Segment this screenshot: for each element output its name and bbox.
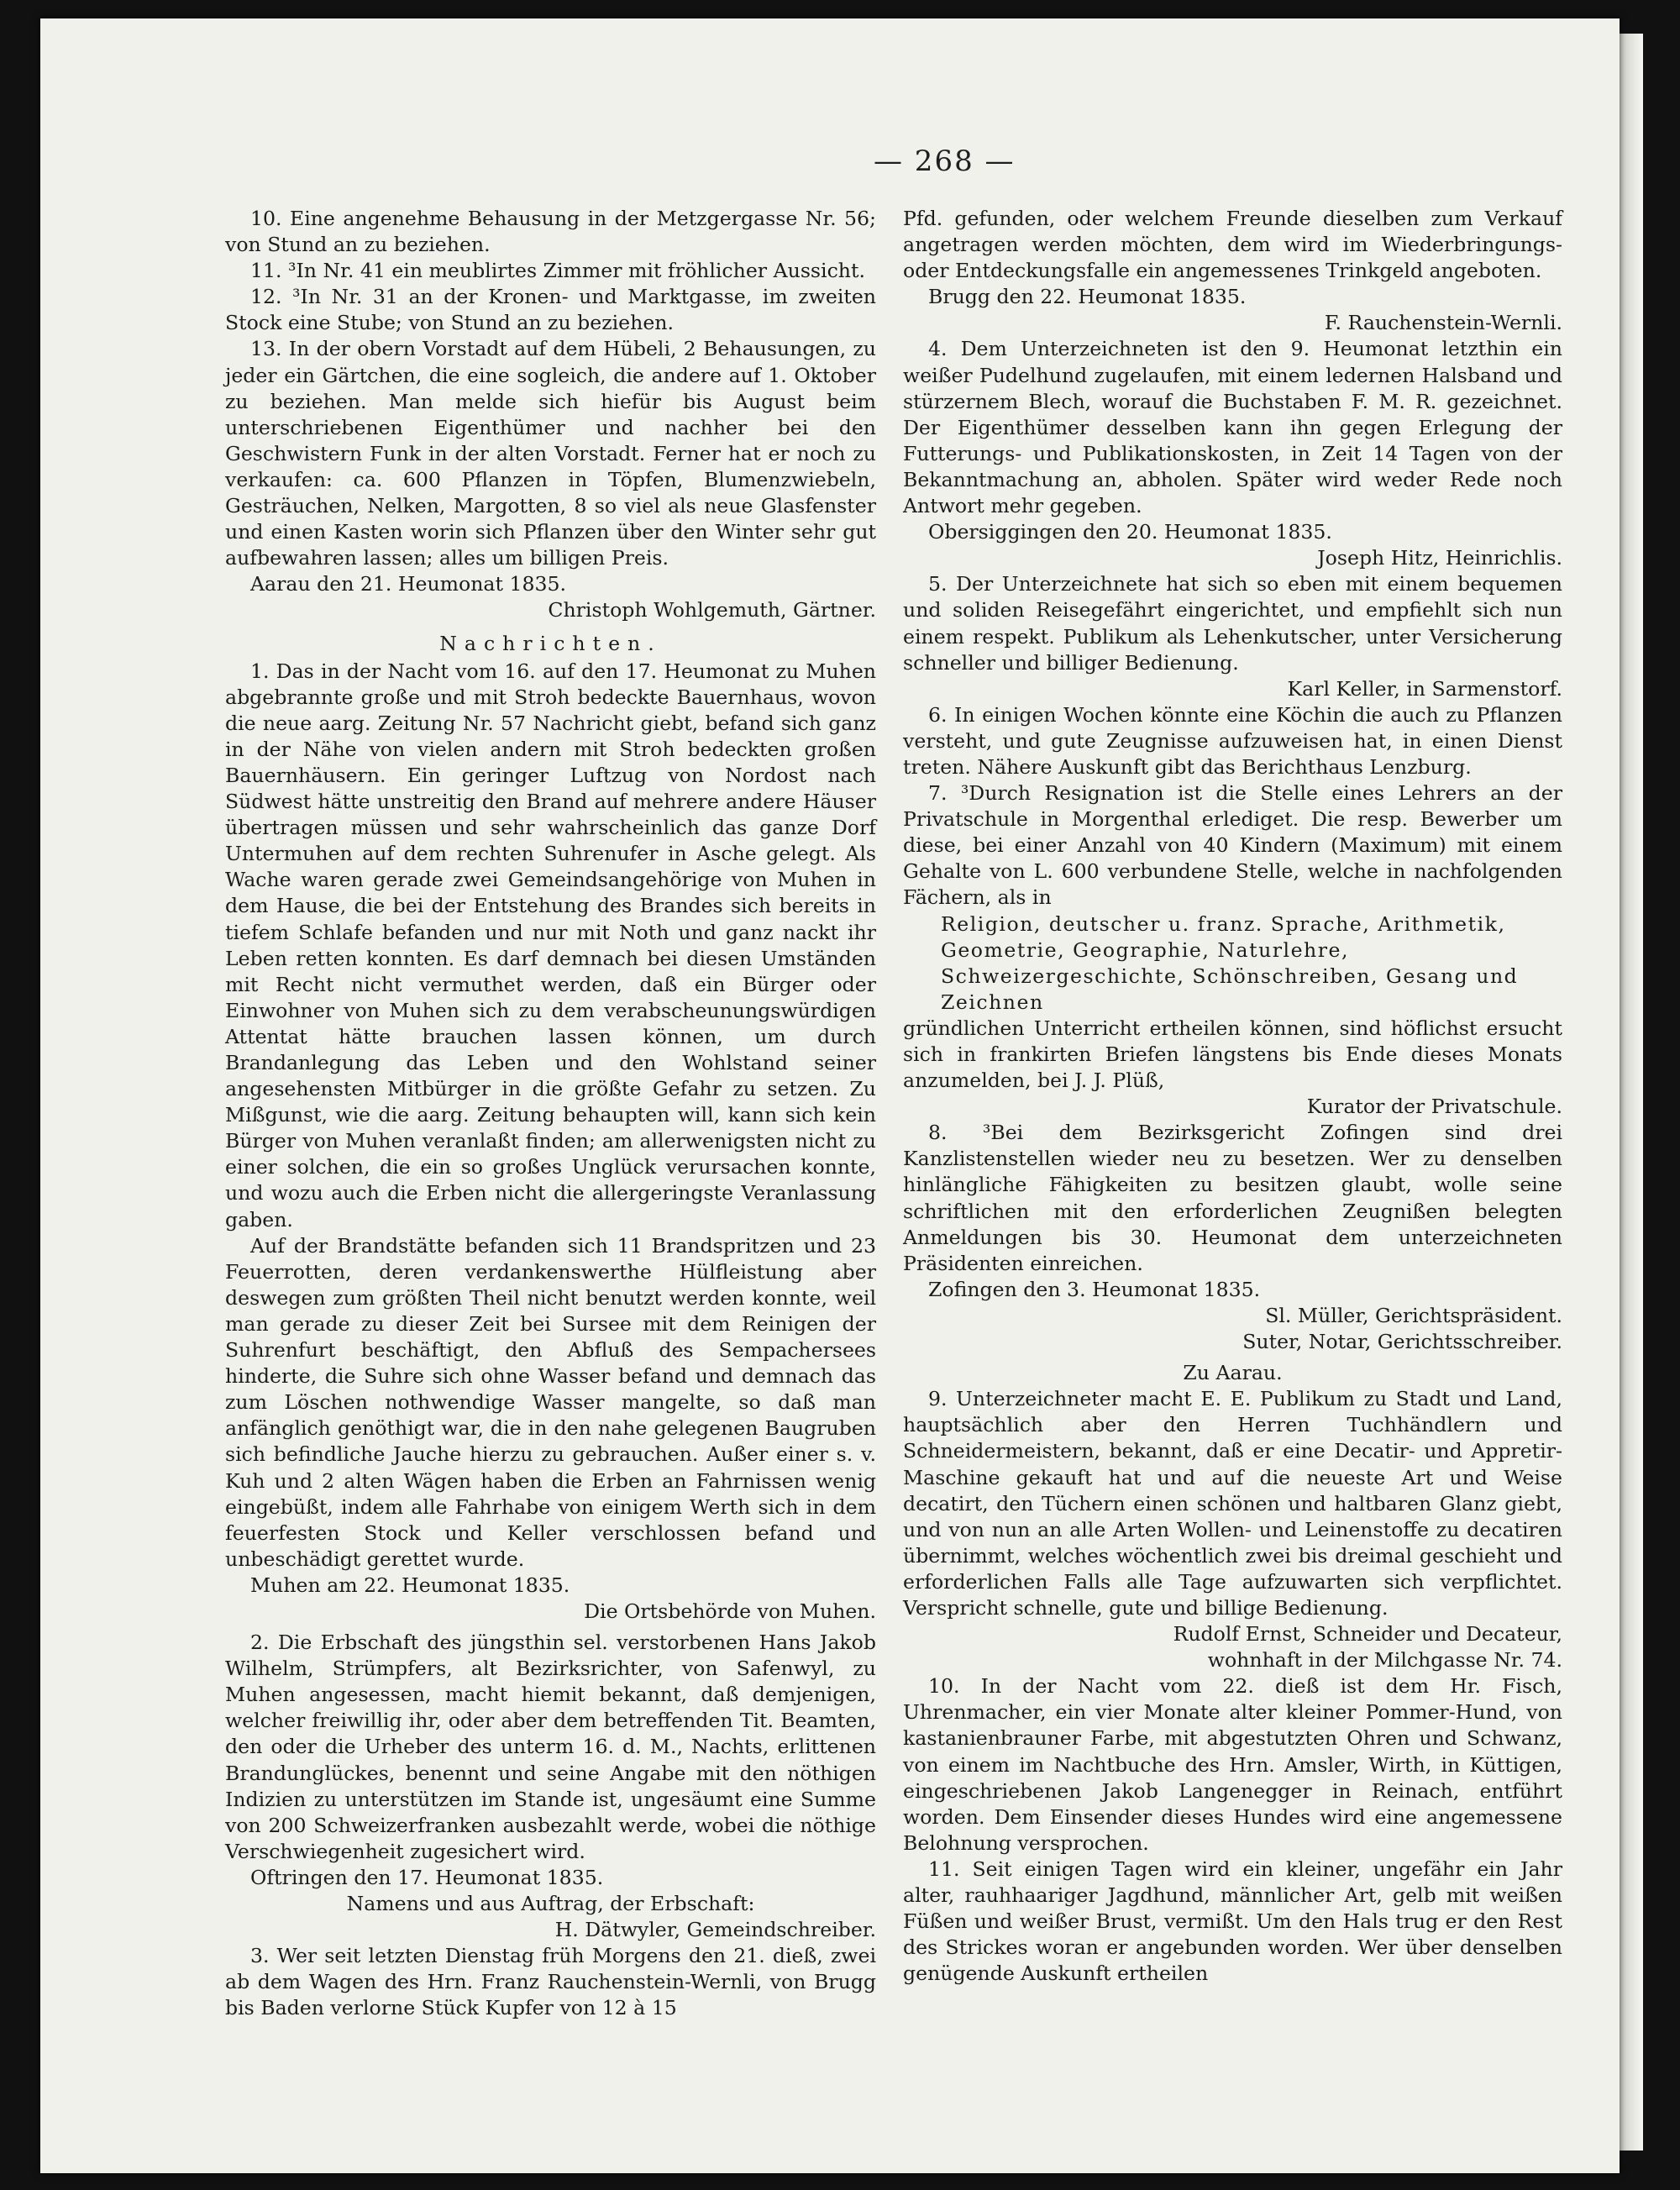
left-column-paragraph: Namens und aus Auftrag, der Erbschaft: <box>346 1892 755 1915</box>
right-column-paragraph: Religion, deutscher u. franz. Sprache, Arithmetik, Geometrie, Geographie, Naturlehre, Schweizergeschichte, Schönschreiben, Gesang und Zeichnen <box>941 911 1519 1014</box>
right-column-paragraph: Sl. Müller, Gerichtspräsident. <box>1265 1303 1562 1327</box>
left-column-paragraph: 2. Die Erbschaft des jüngsthin sel. verstorbenen Hans Jakob Wilhelm, Strümpfers, alt Bezirksrichter, von Safenwyl, zu Muhen angesessen, macht hiemit bekannt, daß demjenigen, welcher freiwillig ihr, oder aber dem betreffenden Tit. Beamten, den oder die Urheber des unterm 16. d. M., Nachts, erlittenen Brandunglückes, benennt und seine Angabe mit den nöthigen Indizien zu unterstützen im Stande ist, ungesäumt eine Summe von 200 Schweizerfranken ausbezahlt werde, wobei die nöthige Verschwiegenheit zugesichert wird. <box>225 1631 876 1863</box>
right-column-paragraph: F. Rauchenstein-Wernli. <box>1324 311 1562 335</box>
right-column-paragraph: Kurator der Privatschule. <box>1306 1095 1562 1119</box>
left-column-paragraph: H. Dätwyler, Gemeindschreiber. <box>554 1918 876 1942</box>
left-column-paragraph: Auf der Brandstätte befanden sich 11 Brandspritzen und 23 Feuerrotten, deren verdankenswerthe Hülfleistung aber deswegen zum größten Theil nicht benutzt werden konnte, weil man gerade zu dieser Zeit bei Sursee mit dem Reinigen der Suhrenfurt beschäftigt, den Abfluß des Sempachersees hinderte, die Suhre sich ohne Wasser befand und demnach das zum Löschen nothwendige Wasser mangelte, so daß man anfänglich genöthigt war, die in den nahe gelegenen Baugruben sich befindliche Jauche hierzu zu gebrauchen. Außer einer s. v. Kuh und 2 alten Wägen haben die Erben an Fahrnissen wenig eingebüßt, indem alle Fahrhabe von einigem Werth sich in dem feuerfesten Stock und Keller verschlossen befand und unbeschädigt gerettet wurde. <box>225 1233 876 1571</box>
right-column-paragraph: wohnhaft in der Milchgasse Nr. 74. <box>1207 1648 1562 1673</box>
left-column-paragraph: Christoph Wohlgemuth, Gärtner. <box>548 598 876 622</box>
left-column-paragraph: 12. ³In Nr. 31 an der Kronen- und Marktgasse, im zweiten Stock eine Stube; von Stund an zu beziehen. <box>225 285 876 335</box>
left-column-paragraph: Aarau den 21. Heumonat 1835. <box>250 572 567 596</box>
right-column-paragraph: 7. ³Durch Resignation ist die Stelle eines Lehrers an der Privatschule in Morgenthal erlediget. Die resp. Bewerber um diese, bei einer Anzahl von 40 Kindern (Maximum) mit einem Gehalte von L. 600 verbundene Stelle, welche in nachfolgenden Fächern, als in <box>903 781 1562 910</box>
right-column-paragraph: 9. Unterzeichneter macht E. E. Publikum zu Stadt und Land, hauptsächlich aber den Herren Tuchhändlern und Schneidermeistern, bekannt, daß er eine Decatir- und Appretir-Maschine gekauft hat und auf die neueste Art und Weise decatirt, den Tüchern einen schönen und haltbaren Glanz giebt, und von nun an alle Arten Wollen- und Leinenstoffe zu decatiren übernimmt, welches wöchentlich zwei bis dreimal geschieht und erforderlichen Falls alle Tage aufzuwarten sich verpflichtet. Verspricht schnelle, gute und billige Bedienung. <box>903 1387 1562 1620</box>
left-column-paragraph: 1. Das in der Nacht vom 16. auf den 17. Heumonat zu Muhen abgebrannte große und mit Stroh bedeckte Bauernhaus, wovon die neue aarg. Zeitung Nr. 57 Nachricht giebt, befand sich ganz in der Nähe von vielen andern mit Stroh bedeckten großen Bauernhäusern. Ein geringer Luftzug von Nordost nach Südwest hätte unstreitig den Brand auf mehrere andere Häuser übertragen müssen und sehr wahrscheinlich das ganze Dorf Untermuhen auf dem rechten Suhrenufer in Asche gelegt. Als Wache waren gerade zwei Gemeindsangehörige von Muhen in dem Hause, die bei der Entstehung des Brandes sich bereits in tiefem Schlafe befanden und nur mit Noth und ganz nackt ihr Leben retten konnten. Es darf demnach bei diesen Umständen mit Recht nicht vermuthet werden, daß ein Bürger oder Einwohner von Muhen sich zu dem verabscheunungswürdigen Attentat hätte brauchen lassen können, um durch Brandanlegung das Leben und den Wohlstand seiner angesehensten Mitbürger in die größte Gefahr zu setzen. Zu Mißgunst, wie die aarg. Zeitung behaupten will, kann sich kein Bürger von Muhen veranlaßt finden; am allerwenigsten nicht zu einer solchen, die ein so großes Unglück verursachen konnte, und wozu auch die Erben nicht die allergeringste Veranlassung gaben. <box>225 659 876 1232</box>
right-column-paragraph: 5. Der Unterzeichnete hat sich so eben mit einem bequemen und soliden Reisegefährt eingerichtet, und empfiehlt sich nun einem respekt. Publikum als Lehenkutscher, unter Versicherung schneller und billiger Bedienung. <box>903 572 1562 675</box>
right-column <box>903 206 1562 1987</box>
right-column-paragraph: Suter, Notar, Gerichtsschreiber. <box>1242 1330 1562 1354</box>
left-column-paragraph: 11. ³In Nr. 41 ein meublirtes Zimmer mit fröhlicher Aussicht. <box>250 259 865 283</box>
right-column-paragraph: 6. In einigen Wochen könnte eine Köchin die auch zu Pflanzen versteht, und gute Zeugnisse aufzuweisen hat, in einen Dienst treten. Nähere Auskunft gibt das Berichthaus Lenzburg. <box>903 702 1562 779</box>
right-column-paragraph: 8. ³Bei dem Bezirksgericht Zofingen sind drei Kanzlistenstellen wieder neu zu besetzen. Wer zu denselben hinlängliche Fähigkeiten zu besitzen glaubt, wolle seine schriftlichen mit den erforderlichen Zeugnißen belegten Anmeldungen bis 30. Heumonat dem unterzeichneten Präsidenten einreichen. <box>903 1121 1562 1275</box>
right-column-paragraph: Pfd. gefunden, oder welchem Freunde dieselben zum Verkauf angetragen werden möchten, dem wird im Wiederbringungs- oder Entdeckungsfalle ein angemessenes Trinkgeld angeboten. <box>903 207 1562 283</box>
right-column-paragraph: 10. In der Nacht vom 22. dieß ist dem Hr. Fisch, Uhrenmacher, ein vier Monate alter kleiner Pommer-Hund, von kastanienbrauner Farbe, mit abgestutzten Ohren und Schwanz, von einem im Nachtbuche des Hrn. Amsler, Wirth, in Küttigen, eingeschriebenen Jakob Langenegger in Reinach, entführt worden. Dem Einsender dieses Hundes wird eine angemessene Belohnung versprochen. <box>903 1674 1562 1855</box>
left-column-paragraph: Oftringen den 17. Heumonat 1835. <box>250 1865 604 1889</box>
right-column-paragraph: Karl Keller, in Sarmenstorf. <box>1287 676 1562 701</box>
right-column-paragraph: Joseph Hitz, Heinrichlis. <box>1317 546 1562 570</box>
page-number: — 268 — <box>874 144 1016 178</box>
left-column-paragraph: Nachrichten. <box>439 631 662 655</box>
right-column-paragraph: 11. Seit einigen Tagen wird ein kleiner, ungefähr ein Jahr alter, rauhhaariger Jagdhund, männlicher Art, gelb mit weißen Füßen und weißer Brust, vermißt. Um den Hals trug er den Rest des Strickes woran er angebunden worden. Wer über denselben genügende Auskunft ertheilen <box>903 1857 1562 1986</box>
right-column-paragraph: Brugg den 22. Heumonat 1835. <box>928 285 1247 309</box>
right-column-paragraph: Rudolf Ernst, Schneider und Decateur, <box>1173 1622 1562 1646</box>
left-column-paragraph: 13. In der obern Vorstadt auf dem Hübeli, 2 Behausungen, zu jeder ein Gärtchen, die eine sogleich, die andere auf 1. Oktober zu beziehen. Man melde sich hiefür bis August beim unterschriebenen Eigenthümer und nachher bei den Geschwistern Funk in der alten Vorstadt. Ferner hat er noch zu verkaufen: ca. 600 Pflanzen in Töpfen, Blumenzwiebeln, Gesträuchen, Nelken, Margotten, 8 so viel als neue Glasfenster und einen Kasten worin sich Pflanzen über den Winter sehr gut aufbewahren lassen; alles um billigen Preis. <box>225 337 876 570</box>
right-column-paragraph: Zu Aarau. <box>1183 1361 1283 1385</box>
right-column-paragraph: 4. Dem Unterzeichneten ist den 9. Heumonat letzthin ein weißer Pudelhund zugelaufen, mit einem ledernen Halsband und stürzernem Blech, worauf die Buchstaben F. M. R. gezeichnet. Der Eigenthümer desselben kann ihn gegen Erlegung der Futterungs- und Publikationskosten, in Zeit 14 Tagen von der Bekanntmachung an, abholen. Später wird weder Rede noch Antwort mehr gegeben. <box>903 337 1562 518</box>
page-edge <box>1620 34 1643 2151</box>
left-column-paragraph: 10. Eine angenehme Behausung in der Metzgergasse Nr. 56; von Stund an zu beziehen. <box>225 207 876 257</box>
left-column-paragraph: 3. Wer seit letzten Dienstag früh Morgens den 21. dieß, zwei ab dem Wagen des Hrn. Franz Rauchenstein-Wernli, von Brugg bis Baden verlorne Stück Kupfer von 12 à 15 <box>225 1944 876 2020</box>
right-column-paragraph: Obersiggingen den 20. Heumonat 1835. <box>928 520 1332 544</box>
left-column-paragraph: Die Ortsbehörde von Muhen. <box>584 1599 876 1623</box>
left-column <box>225 206 876 2021</box>
right-column-paragraph: Zofingen den 3. Heumonat 1835. <box>928 1277 1261 1301</box>
left-column-paragraph: Muhen am 22. Heumonat 1835. <box>250 1573 570 1597</box>
right-column-paragraph: gründlichen Unterricht ertheilen können, sind höflichst ersucht sich in frankirten Briefen längstens bis Ende dieses Monats anzumelden, bei J. J. Plüß, <box>903 1016 1562 1093</box>
